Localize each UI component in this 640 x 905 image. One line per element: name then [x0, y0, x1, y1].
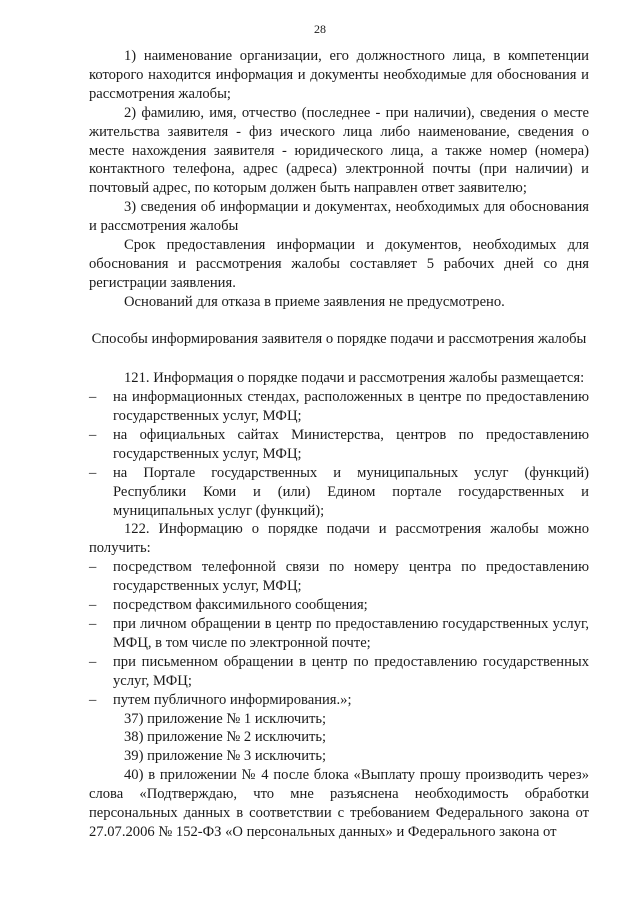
list-item-text: путем публичного информирования.»; [113, 691, 352, 708]
clause-121-intro: 121. Информация о порядке подачи и рассмотрения жалобы размещается: [124, 370, 585, 387]
list-item [89, 653, 589, 691]
dash-bullet: – [89, 597, 97, 614]
amendment-37: 37) приложение № 1 исключить; [124, 710, 327, 727]
amendment-39: 39) приложение № 3 исключить; [124, 748, 327, 765]
list-item [89, 464, 589, 521]
paragraph-no-refusal: Оснований для отказа в приеме заявления не предусмотрено. [124, 293, 505, 310]
amendment-40: 40) в приложении № 4 после блока «Выплату прошу производить через» слова «Подтверждаю, что мне разъяснена необходимость обработки персональных данных в соответствии с требованием Федерального закона от 27.07.2006 № 152-ФЗ «О персональных данных» и Федерального закона от [89, 767, 589, 840]
list-item-text: при личном обращении в центр по предоставлению государственных услуг, МФЦ, в том числе по электронной почте; [113, 615, 589, 651]
dash-bullet: – [89, 559, 97, 576]
clause-122-intro: 122. Информацию о порядке подачи и рассмотрения жалобы можно получить: [89, 521, 589, 557]
list-item-text: на Портале государственных и муниципальных услуг (функций) Республики Коми и (или) Едином портале государственных и муниципальных услуг (функций); [113, 464, 589, 519]
document-body [89, 47, 589, 842]
list-item-text: посредством факсимильного сообщения; [113, 597, 368, 614]
amendment-38: 38) приложение № 2 исключить; [124, 729, 327, 746]
dash-bullet: – [89, 691, 97, 708]
list-item-text: посредством телефонной связи по номеру центра по предоставлению государственных услуг, МФЦ; [113, 559, 589, 595]
dash-bullet: – [89, 653, 97, 670]
list-item [89, 558, 589, 596]
list-item-text: при письменном обращении в центр по предоставлению государственных услуг, МФЦ; [113, 653, 589, 689]
paragraph-item-2: 2) фамилию, имя, отчество (последнее - при наличии), сведения о месте жительства заявителя - физ ического лица либо наименование, сведения о месте нахождения заявителя - юридического лица, а также номер (номера) контактного телефона, адрес (адреса) электронной почты (при наличии) и почтовый адрес, по которым должен быть направлен ответ заявителю; [89, 104, 589, 197]
dash-bullet: – [89, 464, 97, 481]
section-heading: Способы информирования заявителя о порядке подачи и рассмотрения жалобы [91, 330, 587, 347]
paragraph-deadline: Срок предоставления информации и документов, необходимых для обоснования и рассмотрения жалобы составляет 5 рабочих дней со дня регистрации заявления. [89, 237, 589, 291]
page-number: 28 [314, 22, 326, 36]
list-item-text: на информационных стендах, расположенных в центре по предоставлению государственных услуг, МФЦ; [113, 389, 589, 424]
paragraph-item-3: 3) сведения об информации и документах, необходимых для обоснования и рассмотрения жалобы [89, 199, 589, 235]
list-item-text: на официальных сайтах Министерства, центров по предоставлению государственных услуг, МФЦ; [113, 426, 589, 462]
dash-bullet: – [89, 389, 97, 406]
list-item [89, 388, 589, 426]
list-item [89, 596, 589, 615]
dash-bullet: – [89, 426, 97, 443]
list-item [89, 426, 589, 464]
list-item [89, 615, 589, 653]
paragraph-item-1: 1) наименование организации, его должностного лица, в компетенции которого находится информация и документы необходимые для обоснования и рассмотрения жалобы; [89, 48, 589, 102]
dash-bullet: – [89, 615, 97, 632]
list-item [89, 691, 589, 710]
